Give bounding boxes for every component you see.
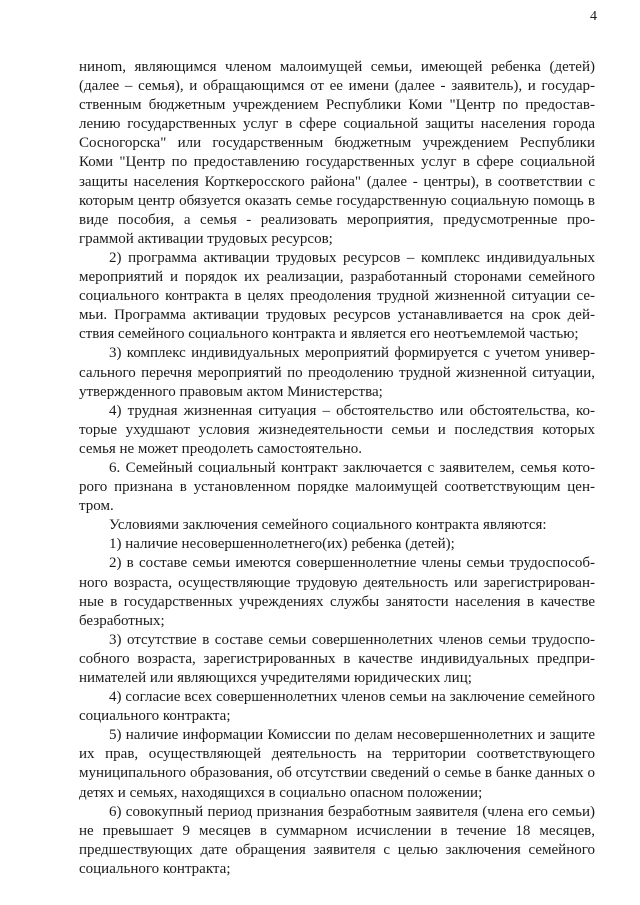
paragraph-condition-6: 6) совокупный период признания безработным заявителя (члена его семьи) не превышает 9 месяцев в суммарном исчислении в течение 18 месяцев, предшествующих дате обращения заявителя с целью заключения семейного социального контракта; — [79, 803, 595, 877]
paragraph-section-6: 6. Семейный социальный контракт заключается с заявителем, семья которого признана в установленном порядке малоимущей соответствующим центром. — [79, 459, 595, 515]
paragraph-condition-2: 2) в составе семьи имеются совершеннолетние члены семьи трудоспособного возраста, осуществляющие трудовую деятельность или зарегистрированные в государственных учреждениях службы занятости населения в качестве безработных; — [79, 555, 595, 629]
document-body — [79, 58, 595, 879]
paragraph-item-4: 4) трудная жизненная ситуация – обстоятельство или обстоятельства, которые ухудшают условия жизнедеятельности семьи и последствия которых семья не может преодолеть самостоятельно. — [79, 402, 595, 457]
paragraph-item-3: 3) комплекс индивидуальных мероприятий формируется с учетом универсального перечня мероприятий по преодолению трудной жизненной ситуации, утвержденного правовым актом Министерства; — [79, 345, 595, 400]
paragraph-continuation: ниноm, являющимся членом малоимущей семьи, имеющей ребенка (детей) (далее – семья), и обращающимся от ее имени (далее - заявитель), и государственным бюджетным учреждением Республики Коми "Центр по предоставлению государственных услуг в сфере социальной защиты населения города Сосногорска" или государственным бюджетным учреждением Республики Коми "Центр по предоставлению государственных услуг в сфере социальной защиты населения Корткеросского района" (далее - центры), в соответствии с которым центр обязуется оказать семье государственную социальную помощь в виде пособия, а семья - реализовать мероприятия, предусмотренные программой активации трудовых ресурсов; — [79, 59, 595, 247]
paragraph-item-2: 2) программа активации трудовых ресурсов – комплекс индивидуальных мероприятий и порядок их реализации, разработанный сторонами семейного социального контракта в целях преодоления трудной жизненной ситуации семьи. Программа активации трудовых ресурсов устанавливается на срок действия семейного социального контракта и является его неотъемлемой частью; — [79, 249, 595, 343]
paragraph-condition-4: 4) согласие всех совершеннолетних членов семьи на заключение семейного социального контракта; — [79, 689, 595, 725]
paragraph-conditions-intro: Условиями заключения семейного социального контракта являются: — [109, 517, 547, 534]
page-number: 4 — [590, 9, 597, 24]
paragraph-condition-5: 5) наличие информации Комиссии по делам несовершеннолетних и защите их прав, осуществляющей деятельность на территории соответствующего муниципального образования, об отсутствии сведений о семье в банке данных о детях и семьях, находящихся в социально опасном положении; — [79, 727, 595, 801]
paragraph-condition-3: 3) отсутствие в составе семьи совершеннолетних членов семьи трудоспособного возраста, зарегистрированных в качестве индивидуальных предпринимателей или являющихся учредителями юридических лиц; — [79, 631, 595, 686]
paragraph-condition-1: 1) наличие несовершеннолетнего(их) ребенка (детей); — [109, 536, 455, 553]
